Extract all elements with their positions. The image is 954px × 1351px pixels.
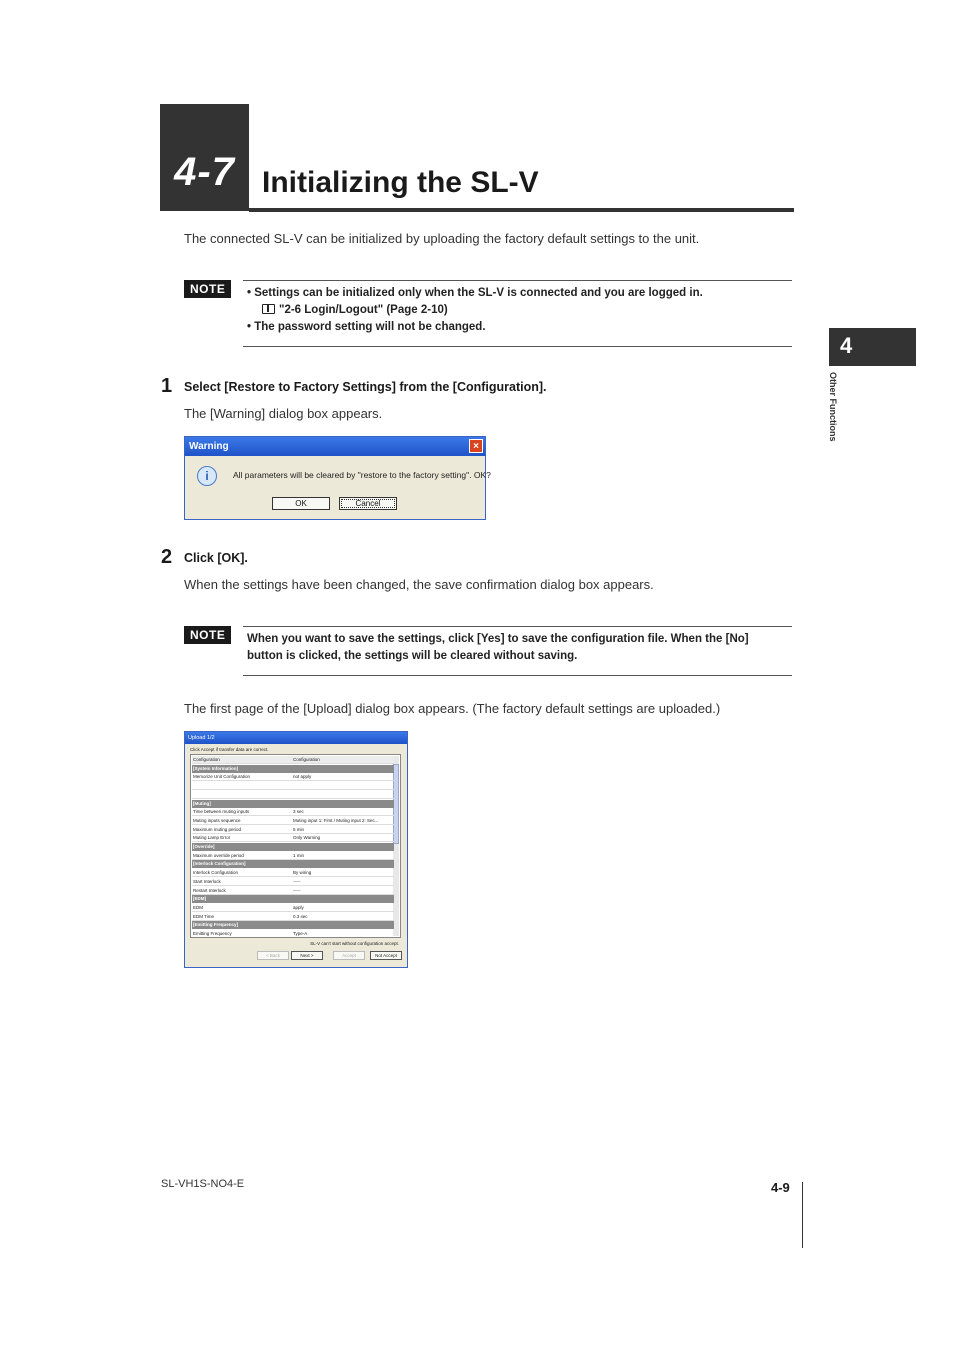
upload-dialog: [184, 731, 408, 968]
table-header-row: [192, 756, 394, 764]
note-bottom-rule: [243, 346, 792, 347]
table-cell-name: Maximum muting period: [193, 826, 242, 832]
table-section-row: [192, 843, 394, 851]
table-section-row: [192, 765, 394, 773]
title-underline: [249, 208, 794, 212]
accept-button[interactable]: Accept: [333, 951, 365, 960]
table-row: [192, 826, 394, 834]
table-cell-value: Type-A: [293, 931, 308, 936]
table-row: [192, 930, 394, 938]
table-section-row: [192, 895, 394, 903]
note-reference: [262, 302, 448, 319]
table-cell-value: Only Warning: [293, 835, 321, 841]
ok-button[interactable]: OK: [272, 497, 330, 510]
dialog-warning: SL-V can't start without configuration accept.: [310, 941, 399, 946]
table-cell-name: Configuration: [193, 757, 220, 762]
step-instruction: Select [Restore to Factory Settings] from the [Configuration].: [184, 380, 547, 394]
table-row: [192, 913, 394, 921]
table-cell-name: Time between muting inputs: [193, 809, 250, 815]
dialog-message: All parameters will be cleared by "restore to the factory setting". OK?: [233, 470, 491, 480]
dialog-instruction: Click Accept if transfer data are correct.: [190, 747, 269, 752]
chapter-number: 4-7: [174, 150, 235, 194]
intro-text: The connected SL-V can be initialized by uploading the factory default settings to the unit.: [184, 231, 700, 246]
table-cell-name: Muting Lamp Error: [193, 835, 231, 841]
note-top-rule: [243, 626, 792, 627]
reference-link[interactable]: "2-6 Login/Logout" (Page 2-10): [279, 304, 448, 316]
close-icon[interactable]: ×: [469, 439, 483, 453]
table-cell-name: [Interlock Configuration]: [193, 861, 246, 867]
table-row: [192, 782, 394, 790]
table-cell-name: Start Interlock: [193, 878, 221, 884]
table-cell-value: 1 min: [293, 852, 305, 858]
not-accept-button[interactable]: Not Accept: [370, 951, 402, 960]
note-tag: NOTE: [184, 280, 231, 298]
next-button[interactable]: Next >: [291, 951, 323, 960]
table-cell-name: [EDM]: [193, 896, 206, 902]
table-cell-value: -----: [293, 887, 301, 893]
table-cell-value: not apply: [293, 774, 312, 780]
page-title: Initializing the SL-V: [262, 166, 539, 199]
table-cell-value: 0.3 sec: [293, 913, 308, 919]
footer-divider: [802, 1182, 803, 1248]
table-cell-value: By wiring: [293, 870, 312, 876]
table-row: [192, 852, 394, 860]
note-line: button is clicked, the settings will be cleared without saving.: [247, 650, 578, 662]
table-row: [192, 791, 394, 799]
table-row: [192, 904, 394, 912]
table-cell-name: Muting inputs sequence: [193, 817, 241, 823]
page-number: 4-9: [771, 1180, 790, 1195]
step-number: 1: [161, 375, 173, 397]
table-cell-value: 5 min: [293, 826, 305, 832]
document-code: SL-VH1S-NO4-E: [161, 1178, 245, 1190]
table-cell-name: EDM: [193, 904, 203, 910]
note-top-rule: [243, 280, 792, 281]
upload-text: The first page of the [Upload] dialog box appears. (The factory default settings are uploaded.): [184, 701, 721, 716]
note-line: • Settings can be initialized only when the SL-V is connected and you are logged in.: [247, 287, 703, 299]
info-icon: i: [197, 466, 217, 486]
table-section-row: [192, 921, 394, 929]
table-cell-value: -----: [293, 878, 301, 884]
note-bottom-rule: [243, 675, 792, 676]
table-cell-name: Maximum override period: [193, 852, 244, 858]
table-cell-name: [Override]: [193, 844, 215, 849]
note-line: • The password setting will not be changed.: [247, 321, 486, 333]
table-cell-value: apply: [293, 904, 304, 910]
step-result: The [Warning] dialog box appears.: [184, 406, 383, 421]
chapter-tab-label: Other Functions: [828, 372, 838, 442]
back-button[interactable]: < Back: [257, 951, 289, 960]
table-cell-name: [Emitting Frequency]: [193, 922, 239, 928]
table-row: [192, 878, 394, 886]
table-cell-name: EDM Time: [193, 913, 215, 919]
table-cell-name: Restart Interlock: [193, 887, 226, 893]
dialog-title: Upload 1/2: [185, 732, 407, 744]
dialog-title: Warning: [189, 441, 229, 452]
table-cell-value: Muting input 1: First / Muting input 2: Sec...: [293, 817, 379, 823]
chapter-tab-number: 4: [840, 333, 853, 358]
table-cell-value: Configuration: [293, 757, 320, 762]
warning-dialog: [184, 436, 491, 520]
note-tag: NOTE: [184, 626, 231, 644]
dialog-titlebar: [185, 437, 485, 456]
table-section-row: [192, 800, 394, 808]
table-row: [192, 808, 394, 816]
table-cell-name: [System Information]: [193, 765, 239, 771]
step-instruction: Click [OK].: [184, 551, 248, 565]
configuration-table[interactable]: [190, 754, 401, 938]
note-line: When you want to save the settings, click [Yes] to save the configuration file. When the [No]: [247, 633, 749, 645]
table-cell-name: Emitting Frequency: [193, 931, 232, 936]
cancel-button[interactable]: Cancel: [339, 497, 397, 510]
step-number: 2: [161, 546, 173, 568]
table-row: [192, 773, 394, 781]
table-section-row: [192, 860, 394, 868]
table-row: [192, 834, 394, 842]
table-cell-name: [Muting]: [193, 800, 211, 806]
table-row: [192, 869, 394, 877]
step-result: When the settings have been changed, the save confirmation dialog box appears.: [184, 577, 654, 592]
table-row: [192, 817, 394, 825]
table-cell-value: 3 sec: [293, 809, 304, 815]
book-icon: [262, 304, 275, 314]
table-cell-name: Interlock Configuration: [193, 870, 239, 876]
table-cell-name: Memorize Unit Configuration: [193, 774, 251, 780]
table-row: [192, 887, 394, 895]
